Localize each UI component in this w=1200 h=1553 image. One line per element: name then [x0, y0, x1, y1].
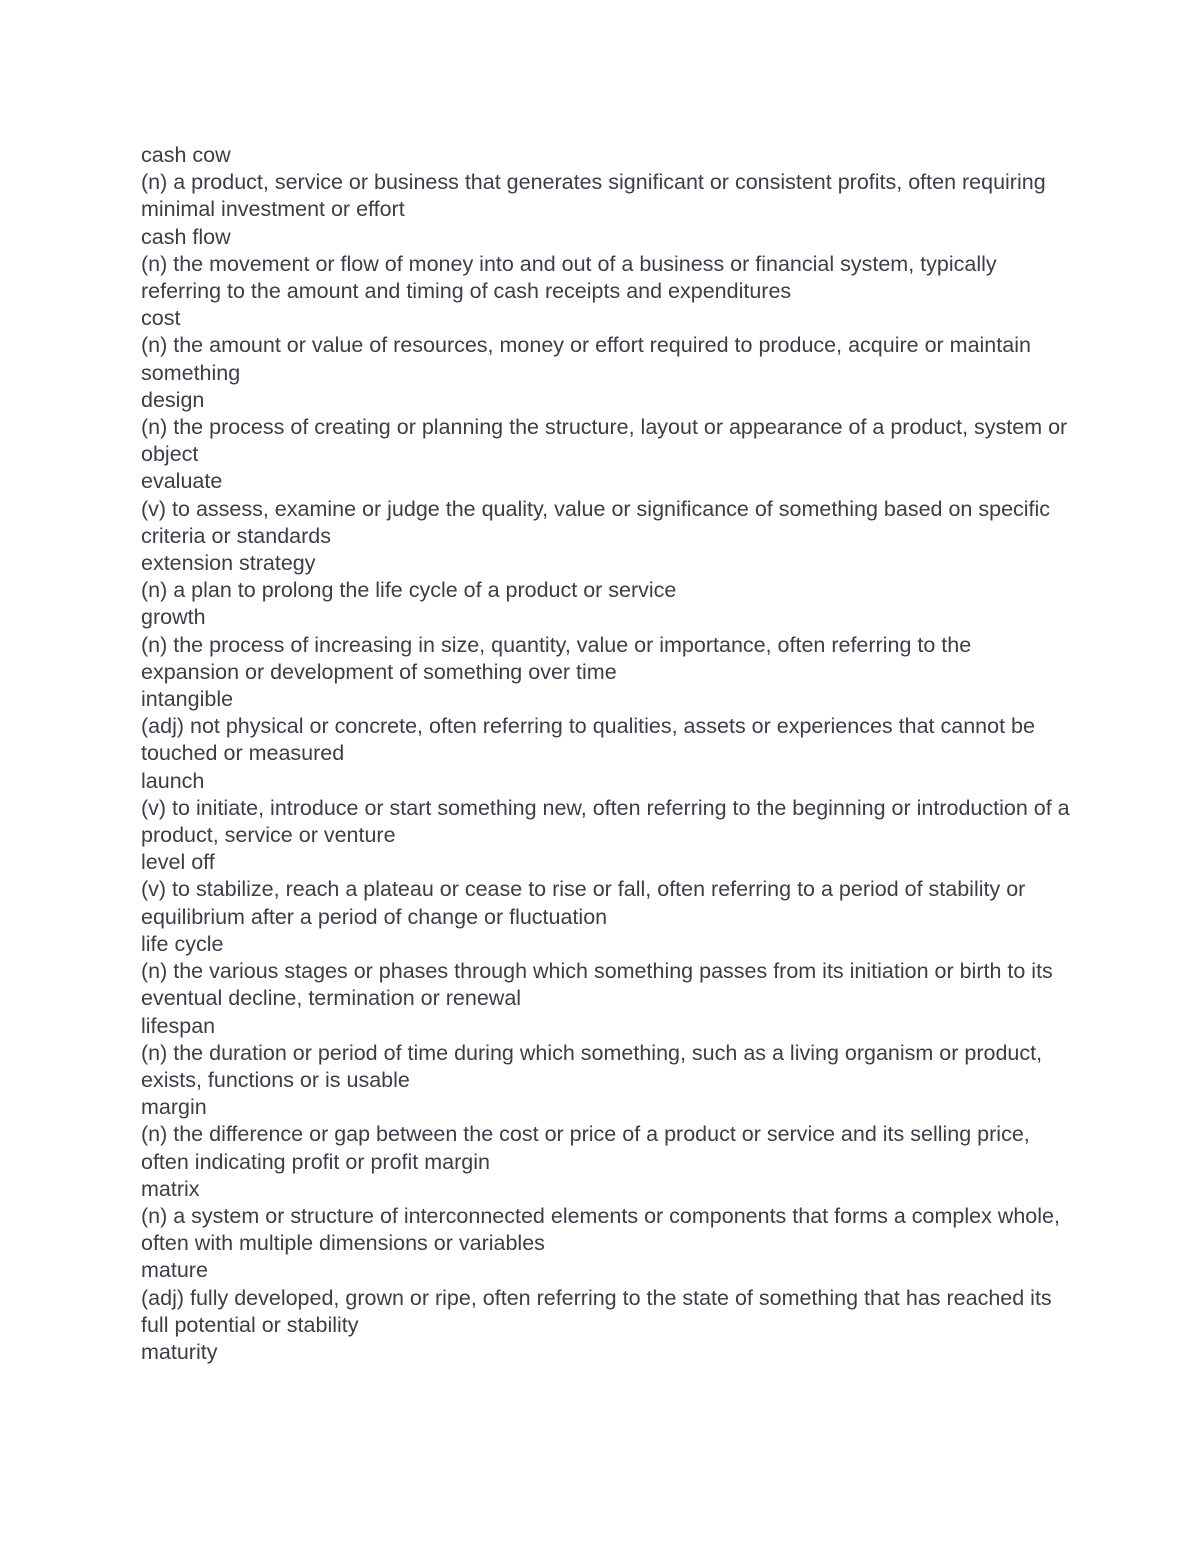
glossary-definition: (n) the process of increasing in size, quantity, value or importance, often referring to the expansion or development of something over time [141, 632, 972, 684]
glossary-definition: (n) the duration or period of time during which something, such as a living organism or product, exists, functions or is usable [141, 1040, 1043, 1092]
glossary-definition: (n) the various stages or phases through which something passes from its initiation or birth to its eventual decline, termination or renewal [141, 959, 1053, 1011]
glossary-definition: (n) the process of creating or planning the structure, layout or appearance of a product, system or object [141, 415, 1068, 467]
glossary-term: maturity [141, 1339, 218, 1364]
glossary-definition: (adj) fully developed, grown or ripe, often referring to the state of something that has reached its full potential or stability [141, 1285, 1052, 1337]
glossary-definition: (n) the difference or gap between the cost or price of a product or service and its selling price, often indicating profit or profit margin [141, 1122, 1030, 1174]
glossary-term: lifespan [141, 1013, 216, 1038]
glossary-definition: (v) to initiate, introduce or start something new, often referring to the beginning or introduction of a product, service or venture [141, 795, 1070, 848]
glossary-term: design [141, 387, 205, 412]
glossary-term: mature [141, 1258, 208, 1283]
glossary-term: cash flow [141, 224, 231, 249]
glossary-term: cash cow [141, 143, 231, 167]
glossary-definition: (n) a product, service or business that generates significant or consistent profits, often requiring minimal investment or effort [141, 170, 1046, 222]
glossary-definition: (v) to stabilize, reach a plateau or cease to rise or fall, often referring to a period of stability or equilibrium after a period of change or fluctuation [141, 877, 1026, 929]
glossary-definition: (n) the amount or value of resources, money or effort required to produce, acquire or maintain something [141, 333, 1031, 385]
glossary-definition: (n) a system or structure of interconnected elements or components that forms a complex whole, often with multiple dimensions or variables [141, 1203, 1060, 1256]
glossary-term: launch [141, 768, 205, 793]
glossary-term: growth [141, 605, 206, 630]
glossary-term: margin [141, 1095, 207, 1120]
glossary-term: evaluate [141, 469, 223, 494]
glossary-list [141, 142, 1071, 1366]
glossary-term: matrix [141, 1176, 200, 1201]
glossary-term: intangible [141, 687, 234, 712]
glossary-definition: (v) to assess, examine or judge the quality, value or significance of something based on specific criteria or standards [141, 496, 1051, 548]
glossary-definition: (adj) not physical or concrete, often referring to qualities, assets or experiences that cannot be touched or measured [141, 714, 1035, 766]
glossary-term: extension strategy [141, 551, 316, 576]
glossary-definition: (n) the movement or flow of money into and out of a business or financial system, typically referring to the amount and timing of cash receipts and expenditures [141, 251, 997, 304]
glossary-definition: (n) a plan to prolong the life cycle of a product or service [141, 578, 677, 603]
glossary-term: level off [141, 850, 215, 875]
glossary-term: cost [141, 306, 181, 331]
glossary-term: life cycle [141, 931, 224, 956]
